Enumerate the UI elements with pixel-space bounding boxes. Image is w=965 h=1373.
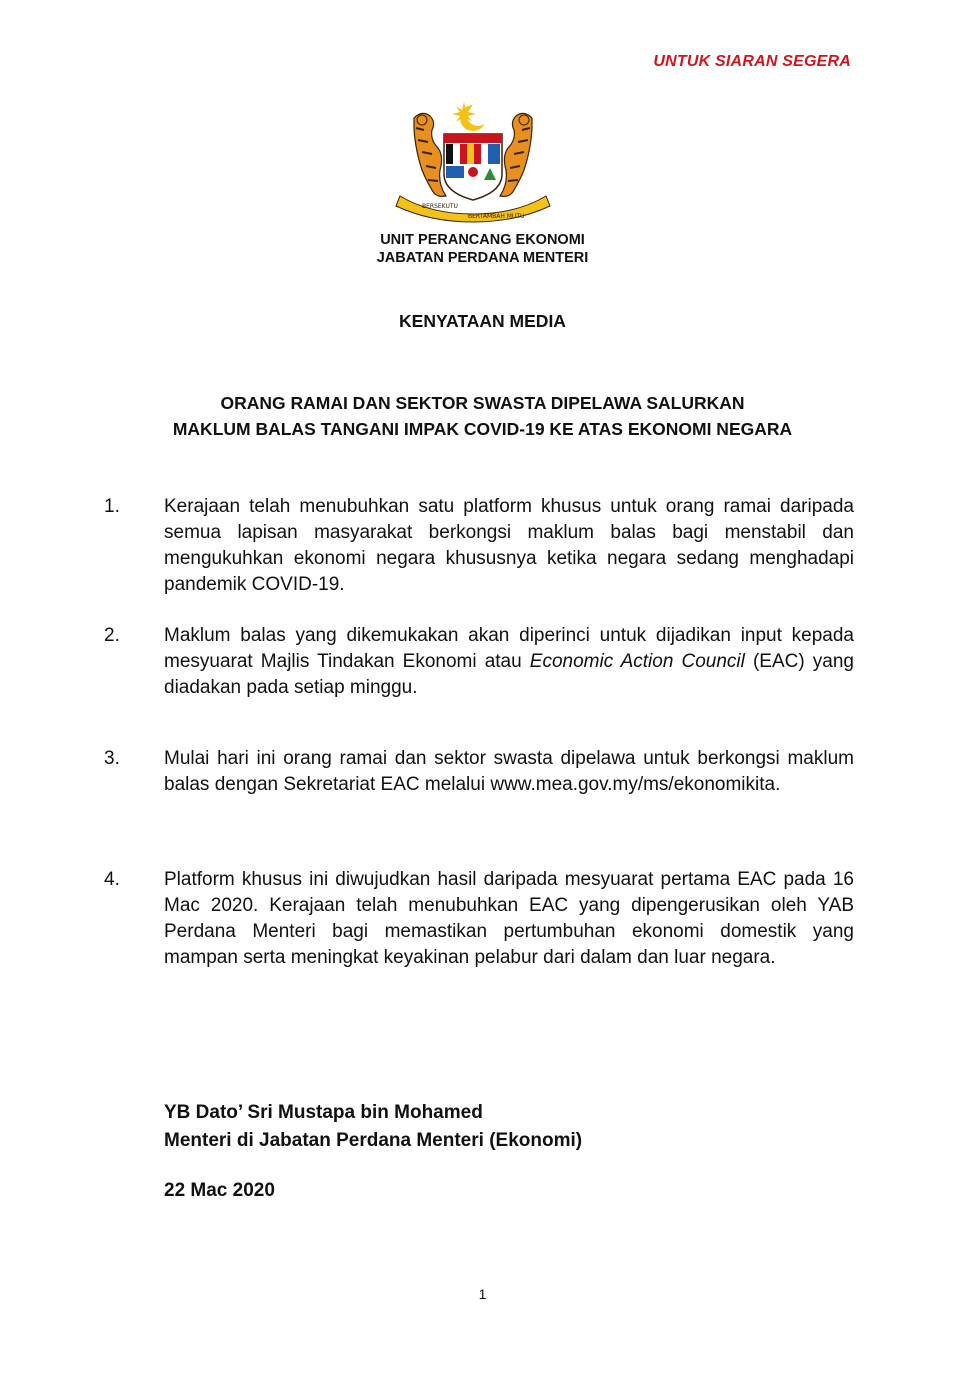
release-label: UNTUK SIARAN SEGERA bbox=[653, 53, 851, 70]
coat-of-arms-crest bbox=[392, 100, 554, 225]
page-number: 1 bbox=[478, 1286, 487, 1302]
department-name bbox=[0, 231, 965, 267]
tiger-left-icon bbox=[414, 113, 446, 196]
motto-right-text: BERTAMBAH MUTU bbox=[468, 213, 525, 220]
paragraph-number: 3. bbox=[104, 748, 120, 769]
paragraph-text: Platform khusus ini diwujudkan hasil daripada mesyuarat pertama EAC pada 16 Mac 2020. Kerajaan telah menubuhkan EAC yang dipengerusikan oleh YAB Perdana Menteri bagi memastikan pertumbuhan ekonomi domestik yang mampan serta meningkat keyakinan pelabur dari dalam dan luar negara. bbox=[164, 869, 854, 968]
shield-icon bbox=[444, 134, 502, 200]
paragraph-4 bbox=[104, 867, 854, 971]
signatory-position: Menteri di Jabatan Perdana Menteri (Ekonomi) bbox=[164, 1130, 583, 1151]
title-line-1: ORANG RAMAI DAN SEKTOR SWASTA DIPELAWA SALURKAN bbox=[220, 393, 745, 413]
signatory-block bbox=[164, 1099, 582, 1155]
paragraph-text-italic: Economic Action Council bbox=[529, 651, 745, 672]
paragraph-number: 1. bbox=[104, 496, 120, 517]
paragraph-text-part: Maklum balas yang dikemukakan akan diperinci untuk dijadikan input kepada mesyuarat Majlis Tindakan Ekonomi atau bbox=[164, 625, 854, 672]
release-date: 22 Mac 2020 bbox=[164, 1180, 275, 1201]
department-line-2: JABATAN PERDANA MENTERI bbox=[376, 250, 589, 266]
title-line-2: MAKLUM BALAS TANGANI IMPAK COVID-19 KE ATAS EKONOMI NEGARA bbox=[172, 419, 793, 439]
paragraph-number: 4. bbox=[104, 869, 120, 890]
department-line-1: UNIT PERANCANG EKONOMI bbox=[380, 232, 585, 248]
paragraph-2 bbox=[104, 623, 854, 701]
paragraph-3 bbox=[104, 746, 854, 798]
paragraph-text: Mulai hari ini orang ramai dan sektor swasta dipelawa untuk berkongsi maklum balas dengan Sekretariat EAC melalui www.mea.gov.my/ms/ekonomikita. bbox=[164, 748, 854, 795]
motto-left-text: BERSEKUTU bbox=[422, 203, 458, 210]
paragraph-number: 2. bbox=[104, 625, 120, 646]
paragraph-1 bbox=[104, 494, 854, 598]
document-heading: KENYATAAN MEDIA bbox=[399, 311, 566, 331]
paragraph-text: Kerajaan telah menubuhkan satu platform khusus untuk orang ramai daripada semua lapisan masyarakat berkongsi maklum balas bagi menstabil dan mengukuhkan ekonomi negara khususnya ketika negara sedang menghadapi pandemik COVID-19. bbox=[164, 496, 854, 595]
paragraph-text bbox=[164, 623, 854, 701]
tiger-right-icon bbox=[500, 113, 532, 196]
crescent-star-icon bbox=[452, 102, 489, 131]
paragraph-text-part: (EAC) yang diadakan pada setiap minggu. bbox=[164, 651, 854, 698]
press-release-title bbox=[0, 390, 965, 442]
signatory-name: YB Dato’ Sri Mustapa bin Mohamed bbox=[164, 1102, 483, 1123]
